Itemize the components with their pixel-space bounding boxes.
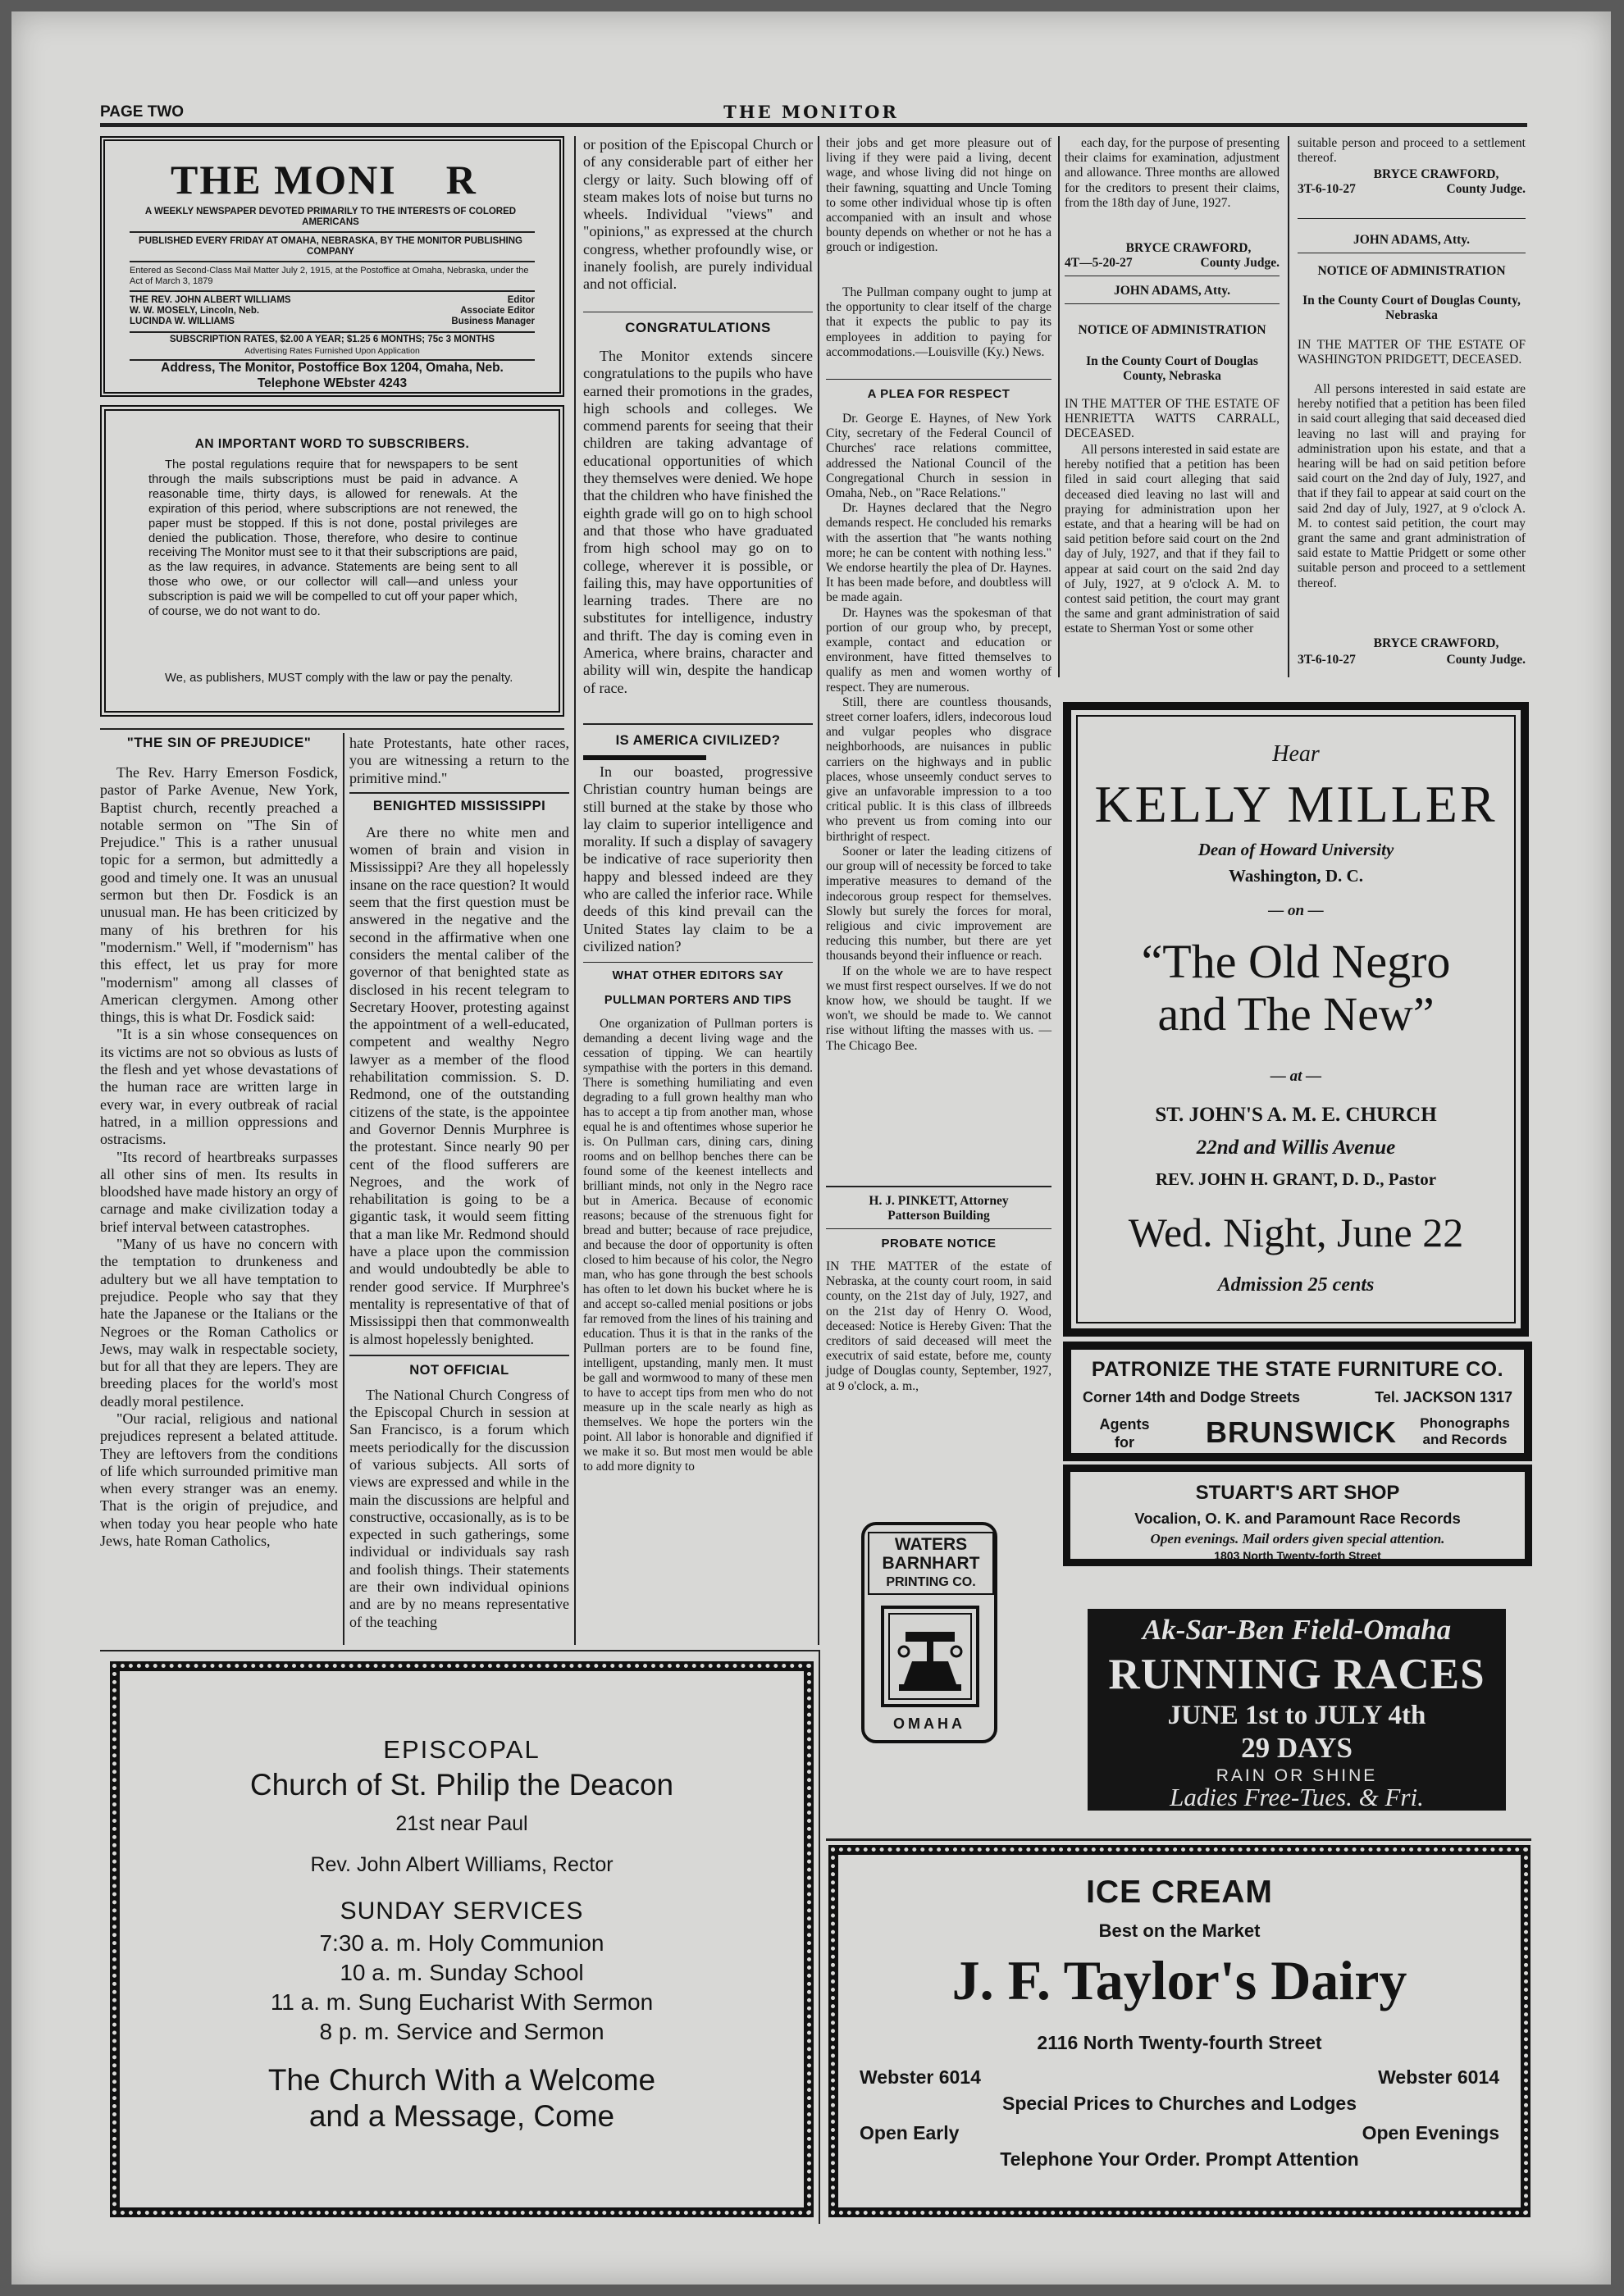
service-item: 11 a. m. Sung Eucharist With Sermon xyxy=(270,1989,654,2015)
col3-bottom xyxy=(583,733,813,1474)
races-line5: RAIN OR SHINE xyxy=(1216,1766,1378,1785)
church-ad xyxy=(110,1661,814,2217)
congratulations-title: CONGRATULATIONS xyxy=(625,320,771,335)
furniture-tel: Tel. JACKSON 1317 xyxy=(1375,1389,1512,1405)
art-line1: Vocalion, O. K. and Paramount Race Records xyxy=(1134,1510,1461,1527)
divider xyxy=(130,290,535,292)
kelly-name: KELLY MILLER xyxy=(1094,775,1498,833)
kelly-street: 22nd and Willis Avenue xyxy=(1196,1137,1396,1159)
printing-city: OMAHA xyxy=(893,1715,965,1732)
probate-bldg: Patterson Building xyxy=(887,1209,990,1223)
sin-body xyxy=(100,764,338,1550)
divider xyxy=(1298,218,1526,219)
divider xyxy=(100,728,564,730)
newspaper-page xyxy=(11,11,1611,2285)
sin-paragraph: "Many of us have no concern with the temptation to drunkeness and adultery but we all have temptation to prejudice. People who say that they hate the Japanese or the Italians or the Negroes or the Roman Catholics or Jews, may walk in respectable society, but for all that they are lepers. They are breeding places for the world's most deadly moral pestilence. xyxy=(100,1236,338,1410)
probate-body: IN THE MATTER of the estate of Nebraska, at the county court room, in said county, on the 21st day of July, 1927, and on the 21st day of Henry O. Wood, deceased: Notice is Hereby Given: That the creditors of said deceased will meet the executrix of said estate, before me, county judge of Douglas county, September, 1927, at 9 o'clock, a. m., xyxy=(826,1260,1051,1393)
header-rule xyxy=(100,123,1527,127)
dairy-open-left: Open Early xyxy=(860,2122,960,2143)
adams2: JOHN ADAMS, Atty. xyxy=(1353,233,1471,247)
subscribers-notice-title: AN IMPORTANT WORD TO SUBSCRIBERS. xyxy=(194,437,470,451)
masthead-published: PUBLISHED EVERY FRIDAY AT OMAHA, NEBRASKA, BY THE MONITOR PUBLISHING COMPANY xyxy=(139,236,522,257)
plea-paragraph: Sooner or later the leading citizens of our group will of necessity be forced to take imperative measures to demand of the indecorous group respect for themselves. Slowly but surely the forces for moral, religious and civic improvement are reducing this number, but there are yet thousands beyond their influence or reach. xyxy=(826,844,1051,963)
ink-smudge xyxy=(583,755,706,760)
service-item: 7:30 a. m. Holy Communion xyxy=(319,1930,604,1956)
kelly-on: — on — xyxy=(1268,902,1324,919)
admin2-matter: IN THE MATTER OF THE ESTATE OF WASHINGTON PRIDGETT, DECEASED. xyxy=(1298,338,1526,367)
running-races-ad xyxy=(1088,1609,1506,1811)
divider xyxy=(583,962,813,963)
column-rule xyxy=(1058,136,1060,677)
church-welcome1: The Church With a Welcome xyxy=(267,2063,656,2097)
admin1-court: In the County Court of Douglas County, Nebraska xyxy=(1086,354,1258,384)
col6-text: suitable person and proceed to a settlement thereof. xyxy=(1298,136,1526,166)
masthead-rates: SUBSCRIPTION RATES, $2.00 A YEAR; $1.25 6 MONTHS; 75c 3 MONTHS xyxy=(169,335,495,344)
plea-paragraph: Still, there are countless thousands, street corner loafers, idlers, indecorous loud and vulgar peoples who disgrace neighborhoods, are nuisances in public carriers on the highways and in public places, whose unseemly conduct serves to give an unfavorable impression to a too critical public. It is this class of illbreeds who prevent us from coming into our birthright of respect. xyxy=(826,695,1051,844)
dairy-sub: Best on the Market xyxy=(1098,1920,1261,1941)
divider xyxy=(130,231,535,233)
col4-pullman-note: The Pullman company ought to jump at the opportunity to clear itself of the charge that it expects the public to pay its employees in addition to paying for accommodations.—Louisville (Ky.) News. xyxy=(826,285,1051,359)
plea-title: A PLEA FOR RESPECT xyxy=(867,387,1010,401)
divider xyxy=(1065,303,1280,304)
civilized-title: IS AMERICA CIVILIZED? xyxy=(615,733,781,748)
column-rule xyxy=(819,1650,820,2224)
church-services-title: SUNDAY SERVICES xyxy=(340,1897,584,1925)
divider xyxy=(100,1650,819,1651)
admin2-title: NOTICE OF ADMINISTRATION xyxy=(1317,264,1506,278)
kelly-topic-line2: and The New” xyxy=(1157,987,1435,1041)
masthead-box xyxy=(100,136,564,397)
divider xyxy=(130,261,535,262)
dairy-name: J. F. Taylor's Dairy xyxy=(951,1949,1407,2011)
official-title: NOT OFFICIAL xyxy=(409,1362,509,1378)
furniture-ad xyxy=(1063,1342,1532,1461)
masthead-subtitle: A WEEKLY NEWSPAPER DEVOTED PRIMARILY TO THE INTERESTS OF COLORED AMERICANS xyxy=(144,207,517,227)
sin-continued: hate Protestants, hate other races, you are witnessing a return to the primitive mind." xyxy=(349,735,569,786)
art-line3: 1803 North Twenty-forth Street xyxy=(1214,1549,1381,1562)
sin-title: "THE SIN OF PREJUDICE" xyxy=(126,735,312,750)
kelly-admission: Admission 25 cents xyxy=(1217,1274,1375,1296)
plea-paragraph: Dr. Haynes was the spokesman of that portion of our group who, by precept, example, contact and education or environment, have fitted themselves to qualify as men and women worthy of respect. They are numerous. xyxy=(826,605,1051,695)
probate-atty: H. J. PINKETT, Attorney xyxy=(869,1194,1009,1208)
bryce2-sign: BRYCE CRAWFORD, xyxy=(1373,167,1499,181)
church-rector: Rev. John Albert Williams, Rector xyxy=(310,1853,614,1876)
subscribers-notice-body: The postal regulations require that for newspapers to be sent through the mails subscriptions must be paid in advance. A reasonable time, thirty days, is allowed for renewals. At the expiration of this period, where subscriptions are not renewed, the paper must be stopped. If this is not done, postal privileges are denied the publication. Those, therefore, who desire to continue receiving The Monitor must see to it that their subscriptions are paid, as the law requires, in advance. Statements are being sent to all those who owe, or our collector will call—and unless your subscription is paid we will be compelled to cut off your paper which, of course, we do not want to do. xyxy=(148,458,518,619)
editors-title: WHAT OTHER EDITORS SAY xyxy=(612,969,784,983)
column-rule xyxy=(818,136,819,1645)
printing-name: WATERS BARNHART PRINTING CO. xyxy=(868,1532,994,1595)
subscribers-notice-box xyxy=(100,405,564,717)
kelly-dean: Dean of Howard University xyxy=(1197,840,1394,859)
masthead-title: THE MONI R xyxy=(171,157,477,203)
bryce1-line: 4T—5-20-27 County Judge. xyxy=(1065,256,1280,270)
masthead-address: Address, The Monitor, Postoffice Box 1204, Omaha, Neb. xyxy=(161,361,504,375)
races-line4: 29 DAYS xyxy=(1241,1732,1353,1764)
staff-row: W. W. MOSELY, Lincoln, Neb. Associate Editor xyxy=(130,306,535,316)
divider xyxy=(130,331,535,333)
divider xyxy=(349,792,569,794)
col4-continued-text: their jobs and get more pleasure out of living if they were paid a living, decent wage, and whose living did not hinge on their fawning, squatting and Uncle Toming to some other individual whose tip is often accompanied with an insult and whose bounty depends on whether or not he has a grouch or indigestion. xyxy=(826,136,1051,255)
church-addr: 21st near Paul xyxy=(395,1812,528,1835)
dairy-ad xyxy=(828,1845,1530,2217)
column-rule xyxy=(343,733,344,1645)
mississippi-body: Are there no white men and women of brain and vision in Mississippi? Are they all hopelessly insane on the race question? It would seem that the first question must be answered in the negative and the second in the affirmative when one considers the mental caliber of the governor of that benighted state as disclosed in his recent telegram to Secretary Hoover, protesting against the appointment of a well-educated, competent and wealthy Negro lawyer as a member of the flood rehabilitation commission. S. D. Redmond, one of the outstanding citizens of the state, is the appointee and Governor Dennis Murphree is the protestant. Since nearly 90 per cent of the flood sufferers are Negroes, and the work of rehabilitation is going to be a gigantic task, it would seem fitting that a man like Mr. Redmond should have a place upon the commission and would undoubtedly be able to render good service. If Murphree's mentality is representative of that of Mississippi then that commonwealth is almost hopelessly benighted. xyxy=(349,823,569,1347)
col2-bottom xyxy=(349,735,569,1631)
paper-name: THE MONITOR xyxy=(723,102,899,122)
kelly-city: Washington, D. C. xyxy=(1229,866,1363,886)
races-line1: Ak-Sar-Ben Field-Omaha xyxy=(1142,1614,1452,1646)
plea-paragraph: Dr. George E. Haynes, of New York City, secretary of the Federal Council of Churches' race relations committee, addressed the National Council of the Congregational Church in session in Omaha, Neb., on "Race Relations." xyxy=(826,412,1051,501)
divider xyxy=(826,379,1051,380)
admin1-matter: IN THE MATTER OF THE ESTATE OF HENRIETTA WATTS CARRALL, DECEASED. xyxy=(1065,397,1280,441)
admin2-court: In the County Court of Douglas County, Nebraska xyxy=(1302,294,1521,323)
church-name: Church of St. Philip the Deacon xyxy=(249,1768,674,1802)
porters-title: PULLMAN PORTERS AND TIPS xyxy=(604,994,792,1008)
kelly-at: — at — xyxy=(1270,1068,1322,1085)
dairy-phone-right: Webster 6014 xyxy=(1378,2066,1499,2088)
mississippi-title: BENIGHTED MISSISSIPPI xyxy=(372,798,546,813)
sin-paragraph: "Its record of heartbreaks surpasses all other sins of men. Its results in bloodshed have made history an orgy of carnage and make civilization today a brief interval between catastrophes. xyxy=(100,1148,338,1235)
printing-logo xyxy=(861,1522,997,1743)
masthead-staff xyxy=(130,295,535,327)
subscribers-notice-closing: We, as publishers, MUST comply with the law or pay the penalty. xyxy=(165,672,513,685)
art-shop-ad xyxy=(1063,1465,1532,1566)
furniture-phono: Phonographs and Records xyxy=(1420,1415,1510,1447)
column-rule xyxy=(1288,136,1289,677)
bryce2-line: 3T-6-10-27 County Judge. xyxy=(1298,182,1526,196)
plea-body xyxy=(826,412,1051,1054)
races-line3: JUNE 1st to JULY 4th xyxy=(1167,1701,1426,1730)
kelly-pastor: REV. JOHN H. GRANT, D. D., Pastor xyxy=(1155,1169,1437,1189)
divider xyxy=(349,1355,569,1356)
sin-paragraph: The Rev. Harry Emerson Fosdick, pastor of Parke Avenue, New York, Baptist church, recently preached a notable sermon on "The Sin of Prejudice." This is a rather unusual topic for a sermon, but admittedly a good and timely one. It was an unusual sermon but then Dr. Fosdick is an unusual man. He has been criticized by many of his brethren for his "modernism." Well, if "modernism" has this effect, let us pray for more "modernism" among all classes of American clergymen. Among other things, this is what Dr. Fosdick said: xyxy=(100,764,338,1026)
sin-paragraph: "Our racial, religious and national prejudices represent a belated attitude. They are leftovers from the conditions of life which surrounded primitive man when every stranger was an enemy. That is the origin of prejudice, and when today you hear people who hate Jews, hate Roman Catholics, xyxy=(100,1410,338,1550)
admin1-title: NOTICE OF ADMINISTRATION xyxy=(1078,323,1266,337)
art-title: STUART'S ART SHOP xyxy=(1195,1482,1400,1504)
probate-title: PROBATE NOTICE xyxy=(881,1237,997,1250)
races-line6: Ladies Free-Tues. & Fri. xyxy=(1170,1783,1424,1811)
plea-paragraph: Dr. Haynes declared that the Negro demands respect. He concluded his remarks with the assertion that "he wants nothing more; he can be content with nothing less." We endorse heartily the plea of Dr. Haynes. It has been made before, and doubtless will be made again. xyxy=(826,501,1051,605)
dairy-order: Telephone Your Order. Prompt Attention xyxy=(1000,2148,1359,2170)
dairy-addr: 2116 North Twenty-fourth Street xyxy=(1037,2032,1322,2053)
divider xyxy=(826,1838,1531,1841)
dairy-open-right: Open Evenings xyxy=(1362,2122,1499,2143)
service-item: 8 p. m. Service and Sermon xyxy=(319,2019,604,2044)
civilized-body: In our boasted, progressive Christian country human beings are still burned at the stake by those who lay claim to superior intelligence and morality. If such a display of savagery be indicative of race superiority then happy and blessed indeed are they who are called the inferior race. While deeds of this kind prevail can the United States lay claim to be a civilized nation? xyxy=(583,763,813,954)
divider xyxy=(826,1228,1051,1229)
masthead-ad-rates: Advertising Rates Furnished Upon Application xyxy=(244,346,420,356)
furniture-agents: Agents for xyxy=(1099,1416,1150,1451)
church-welcome2: and a Message, Come xyxy=(308,2099,615,2133)
art-line2: Open evenings. Mail orders given special attention. xyxy=(1150,1531,1445,1547)
dairy-phone-left: Webster 6014 xyxy=(860,2066,981,2088)
divider xyxy=(826,1186,1051,1187)
col3-continued-text: or position of the Episcopal Church or of any considerable part of either her clergy or laity. Such blowing off of steam makes lots of noise but turns no wheels. Individual "views" and "opinions," as expressed at the church congress, whether profoundly wise, or inanely foolish, are purely individual and not official. xyxy=(583,136,813,293)
bryce1-sign: BRYCE CRAWFORD, xyxy=(1125,241,1252,255)
furniture-title: PATRONIZE THE STATE FURNITURE CO. xyxy=(1091,1358,1504,1381)
column-rule xyxy=(574,136,576,1645)
admin1-body: All persons interested in said estate are hereby notified that a petition has been filed in said court alleging that said deceased died leaving no last will and praying for administration upon her estate, and that a hearing will be had on said petition before said court on the 2nd day of July, 1927, and that if they fail to appear at said court on the said 2nd day of July, 1927, at 9 o'clock A. M. to contest said petition, the court may grant the same and grant administration of said estate to Sherman Yost or some other xyxy=(1065,443,1280,636)
divider xyxy=(583,723,813,725)
kelly-church: ST. JOHN'S A. M. E. CHURCH xyxy=(1155,1104,1437,1126)
kelly-hear: Hear xyxy=(1272,741,1320,767)
kelly-topic-line1: “The Old Negro xyxy=(1141,935,1451,988)
page-label: PAGE TWO xyxy=(100,103,185,121)
dairy-title: ICE CREAM xyxy=(1086,1875,1273,1910)
official-body: The National Church Congress of the Episcopal Church in session at San Francisco, is a forum which meets periodically for the discussion of various subjects. All sorts of views are expressed and while in the main the discussions are helpful and constructive, occasionally, as is to be expected in such gatherings, some individual or individuals say rash and foolish things. Their statements are their own individual opinions and are by no means representative of the teaching xyxy=(349,1386,569,1630)
kelly-miller-ad xyxy=(1063,702,1529,1337)
notice1-text: each day, for the purpose of presenting their claims for examination, adjustment and allowance. Three months are allowed for the creditors to present their claims, from the 18th day of June, 1927. xyxy=(1065,136,1280,210)
staff-row: THE REV. JOHN ALBERT WILLIAMS Editor xyxy=(130,295,535,305)
masthead-entered: Entered as Second-Class Mail Matter July 2, 1915, at the Postoffice at Omaha, Nebraska, under the Act of March 3, 1879 xyxy=(130,266,529,286)
bryce3-line: 3T-6-10-27 County Judge. xyxy=(1298,653,1526,667)
church-denom: EPISCOPAL xyxy=(383,1735,541,1764)
admin2-body: All persons interested in said estate are hereby notified that a petition has been filed in said court alleging that said deceased died leaving no last will and praying for administration upon his estate, and that a hearing will be had on said petition before said court on the 2nd day of July, 1927, and that if they fail to appear at said court on the said 2nd day of July, 1927, at 9 o'clock A. M. to contest said petition, the court may grant the same and grant administration of said estate to Mattie Pridgett or some other suitable person and proceed to a settlement thereof. xyxy=(1298,382,1526,590)
bryce3-sign: BRYCE CRAWFORD, xyxy=(1373,636,1499,650)
church-services-list xyxy=(120,1929,804,2047)
kelly-date: Wed. Night, June 22 xyxy=(1128,1210,1464,1255)
masthead-telephone: Telephone WEbster 4243 xyxy=(257,376,408,390)
furniture-corner: Corner 14th and Dodge Streets xyxy=(1083,1389,1301,1405)
printing-press-icon xyxy=(881,1606,979,1707)
service-item: 10 a. m. Sunday School xyxy=(340,1960,584,1985)
porters-body: One organization of Pullman porters is demanding a decent living wage and the cessation of tipping. We can heartily sympathise with the porters in this demand. There is something humiliating and even degrading to a full grown healthy man who has to accept a tip from another man, whose equal he is and oftentimes whose superior he is. On Pullman cars, dining cars, dining rooms and on bellhop benches there can be found some of the keenest intellects and brilliant minds, not only in the Negro race but in America. Because of economic reasons; because of the strenuous fight for bread and butter; because of race prejudice, and because the door of opportunity is often closed to him because of his color, the Negro man, who has gone through the best schools has often to let down his bucket where he is and accept so-called menial positions or jobs far removed from the lines of his training and education. Thus it is that in the ranks of the Pullman porters are to be found fine, intelligent, upstanding, manly men. It must be gall and wormwood to many of these men to have to accept tips from men who do not measure up in the scale nearly as high as themselves. We hope the porters win the point. All labor is honorable and dignified if we make it so. But most men would be able to add more dignity to xyxy=(583,1017,813,1474)
sin-paragraph: "It is a sin whose consequences on its victims are not so obvious as lusts of the flesh and yet whose devastations of the human race are written large in every war, in every outbreak of racial hatred, in a million oppressions and ostracisms. xyxy=(100,1026,338,1148)
plea-paragraph: If on the whole we are to have respect we must first respect ourselves. If we do not know how, we should be taught. If we won't, we should be made to. We cannot rise without lifting the masses with us. —The Chicago Bee. xyxy=(826,963,1051,1053)
staff-row: LUCINDA W. WILLIAMS Business Manager xyxy=(130,317,535,326)
dairy-prices: Special Prices to Churches and Lodges xyxy=(1001,2093,1357,2114)
adams1: JOHN ADAMS, Atty. xyxy=(1113,284,1231,298)
furniture-brand: BRUNSWICK xyxy=(1206,1415,1397,1449)
races-line2: RUNNING RACES xyxy=(1108,1651,1485,1698)
congratulations-body: The Monitor extends sincere congratulations to the pupils who have earned their promotions in the grades, high schools and colleges. We commend parents for seeing that their children are taking advantage of educational opportunities of which they themselves were denied. We hope that the children who have finished the eighth grade will go on to high school and that those who have graduated from high school may go on to college, wherever it is possible, or failing this, may have opportunities of learning trades. There are no substitutes for intelligence, industry and thrift. The day is coming even in America, where brains, character and ability will win, despite the handicap of race. xyxy=(583,348,813,696)
